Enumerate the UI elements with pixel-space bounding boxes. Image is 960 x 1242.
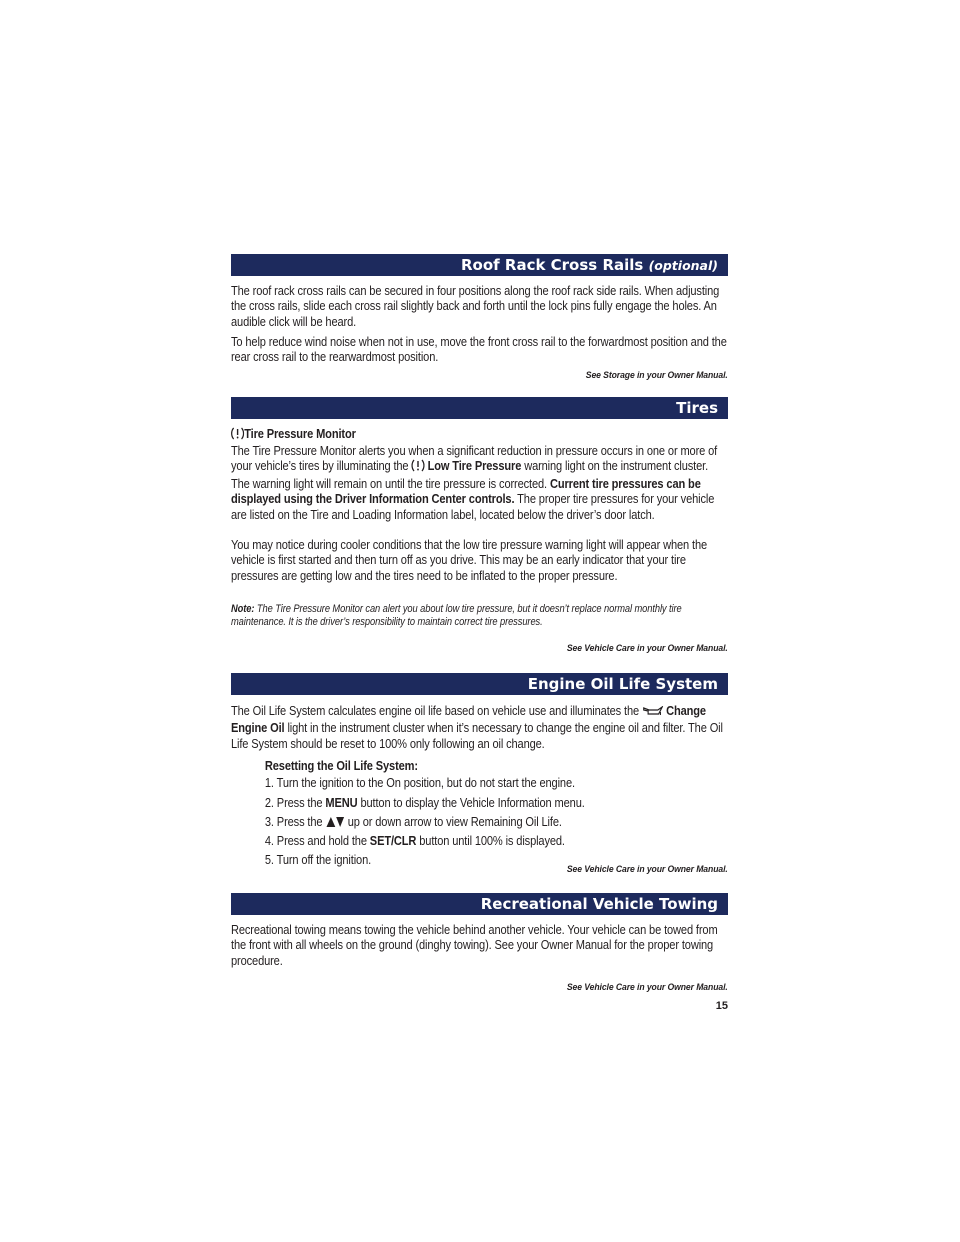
- tires-paragraph-1: [231, 444, 728, 523]
- note-text: The Tire Pressure Monitor can alert you about low tire pressure, but it doesn’t replace normal monthly tire maintenance. It is the driver’s responsibility to maintain correct tire pressures.: [231, 603, 682, 628]
- oil-reference: See Vehicle Care in your Owner Manual.: [567, 864, 728, 875]
- text-run: The Tire Pressure Monitor alerts you when a significant reduction in pressure occurs in one or more of your vehicle’s tires by illuminating the: [231, 444, 718, 474]
- tires-reference: See Vehicle Care in your Owner Manual.: [567, 643, 728, 654]
- roof-paragraph-2: To help reduce wind noise when not in use, move the front cross rail to the forwardmost position and the rear cross rail to the rearwardmost position.: [231, 335, 727, 365]
- bold-run: Current tire pressures can be displayed using the Driver Information Center controls.: [231, 476, 701, 507]
- bold-run: Change Engine Oil: [231, 704, 706, 736]
- tires-paragraph-2: You may notice during cooler conditions that the low tire pressure warning light will appear when the vehicle is first started and then turn off as you drive. This may be an early indicator that your tire pressures are getting low and the tires need to be inflated to the proper pressure.: [231, 538, 708, 583]
- section-header-towing: [231, 893, 728, 915]
- section-header-engine-oil: [231, 673, 728, 695]
- tires-note: [231, 603, 728, 629]
- section-title: Engine Oil Life System: [527, 675, 718, 693]
- page-number: 15: [715, 1000, 728, 1012]
- step-5: 5. Turn off the ignition.: [264, 853, 372, 867]
- step-4: [265, 834, 762, 849]
- step-1: 1. Turn the ignition to the On position, but do not start the engine.: [264, 776, 575, 790]
- towing-paragraph-1: Recreational towing means towing the vehicle behind another vehicle. Your vehicle can be towed from the front with all wheels on the ground (dinghy towing). See your Owner Manual for the proper towing procedure.: [231, 923, 718, 968]
- bold-run: SET/CLR: [369, 834, 417, 848]
- text-run: 2. Press the: [264, 796, 323, 810]
- section-title: Tires: [676, 399, 718, 417]
- text-run: button until 100% is displayed.: [419, 834, 565, 848]
- bold-run: MENU: [325, 796, 358, 810]
- text-run: The Oil Life System calculates engine oil life based on vehicle use and illuminates the: [231, 704, 640, 718]
- bold-run: Low Tire Pressure: [427, 459, 522, 474]
- section-header-roof-rack: [231, 254, 728, 276]
- text-run: button to display the Vehicle Information menu.: [360, 796, 585, 810]
- reset-heading: Resetting the Oil Life System:: [264, 759, 418, 773]
- up-down-arrow-icon: [325, 816, 344, 832]
- oil-can-icon: [642, 706, 663, 721]
- text-run: 3. Press the: [264, 815, 323, 829]
- tire-pressure-subhead: [231, 427, 728, 444]
- towing-reference: See Vehicle Care in your Owner Manual.: [567, 982, 728, 993]
- roof-reference: See Storage in your Owner Manual.: [586, 370, 728, 381]
- section-title: Roof Rack Cross Rails: [460, 256, 644, 274]
- tire-pressure-icon: [411, 459, 424, 476]
- optional-label: (optional): [648, 258, 718, 273]
- section-header-tires: [231, 397, 728, 419]
- step-2: [265, 796, 762, 811]
- tire-pressure-icon: [231, 427, 244, 444]
- subhead-text: Tire Pressure Monitor: [244, 427, 356, 441]
- step-3: [265, 815, 762, 832]
- text-run: warning light on the instrument cluster. The warning light will remain on until the tire pressure is corrected.: [231, 459, 709, 491]
- text-run: 4. Press and hold the: [264, 834, 367, 848]
- oil-paragraph-1: [231, 704, 728, 752]
- section-title: Recreational Vehicle Towing: [480, 895, 718, 913]
- text-run: light in the instrument cluster when it’s necessary to change the engine oil and filter. The Oil Life System should be reset to 100% only following an oil change.: [231, 721, 723, 751]
- text-run: up or down arrow to view Remaining Oil Life.: [347, 815, 562, 829]
- roof-paragraph-1: The roof rack cross rails can be secured in four positions along the roof rack side rails. When adjusting the cross rails, slide each cross rail slightly back and forth until the lock pins fully engage the holes. An audible click will be heard.: [231, 284, 720, 329]
- note-label: Note:: [231, 603, 255, 615]
- text-run: The proper tire pressures for your vehicle are listed on the Tire and Loading Information label, located below the driver’s door latch.: [231, 492, 715, 522]
